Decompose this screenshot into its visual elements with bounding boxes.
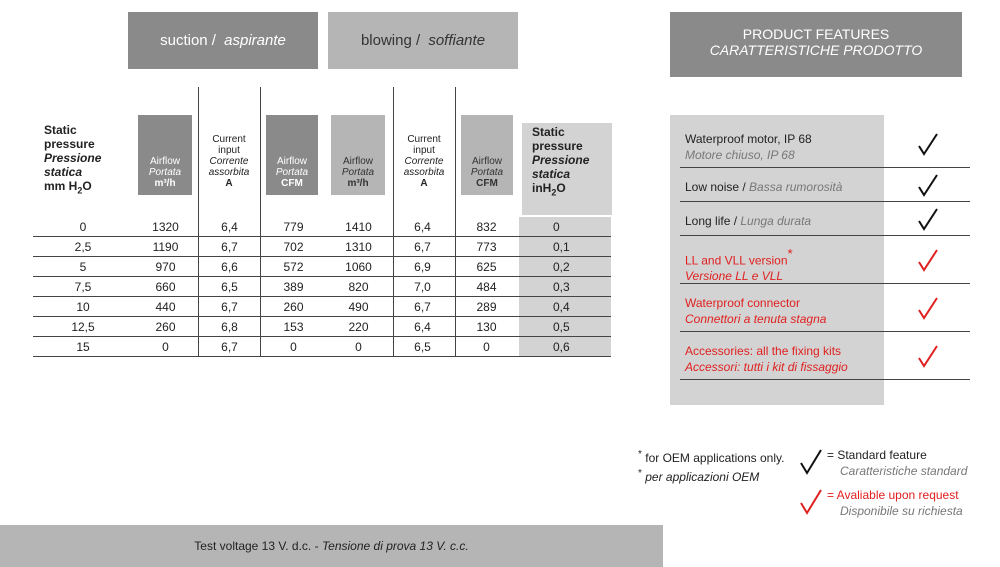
table-cell: 6,4 xyxy=(391,217,454,237)
table-cell: 1310 xyxy=(326,237,391,257)
check-icon xyxy=(916,248,940,272)
table-cell: 440 xyxy=(133,297,198,317)
check-icon xyxy=(916,344,940,368)
table-cell: 6,5 xyxy=(391,337,454,357)
feature-row xyxy=(680,202,970,236)
table-cell: 0,4 xyxy=(519,297,611,317)
table-cell: 572 xyxy=(261,257,326,277)
airflow-suction-header: Airflow Portata m³/h xyxy=(138,115,192,195)
table-cell: 779 xyxy=(261,217,326,237)
feature-label: LL and VLL version xyxy=(685,253,788,268)
table-cell: 0 xyxy=(519,217,611,237)
feature-row xyxy=(680,120,970,168)
table-cell: 1190 xyxy=(133,237,198,257)
cfm-blowing-header: Airflow Portata CFM xyxy=(461,115,513,195)
table-cell: 2,5 xyxy=(33,237,133,257)
feature-label-it: Lunga durata xyxy=(740,214,812,228)
table-cell: 6,7 xyxy=(391,237,454,257)
table-cell: 130 xyxy=(454,317,519,337)
blowing-header: blowing / soffiante xyxy=(328,12,518,69)
table-cell: 820 xyxy=(326,277,391,297)
table-cell: 6,4 xyxy=(198,217,261,237)
features-list xyxy=(680,120,970,380)
static-pressure-left: Static pressure Pressione statica mm $H_2O$ xyxy=(44,123,102,196)
features-header xyxy=(670,12,962,77)
table-cell: 0 xyxy=(326,337,391,357)
feature-label: Accessories: all the fixing kits xyxy=(685,344,842,358)
table-row xyxy=(33,317,611,337)
test-voltage-bar xyxy=(0,525,663,567)
table-cell: 625 xyxy=(454,257,519,277)
table-cell: 15 xyxy=(33,337,133,357)
table-cell: 0,5 xyxy=(519,317,611,337)
feature-row: LL and VLL version* Versione LL e VLL xyxy=(680,236,970,284)
table-row xyxy=(33,237,611,257)
feature-label: Waterproof connector xyxy=(685,296,800,310)
table-cell: 1410 xyxy=(326,217,391,237)
oem-note: * for OEM applications only. * per applicazioni OEM xyxy=(638,449,785,484)
suction-label: suction xyxy=(160,32,208,49)
table-cell: 6,6 xyxy=(198,257,261,277)
feature-row xyxy=(680,168,970,202)
table-cell: 7,5 xyxy=(33,277,133,297)
table-cell: 7,0 xyxy=(391,277,454,297)
table-cell: 6,7 xyxy=(198,337,261,357)
table-cell: 6,5 xyxy=(198,277,261,297)
test-voltage-it: Tensione di prova 13 V. c.c. xyxy=(321,539,469,553)
blowing-label-it: soffiante xyxy=(428,32,486,49)
table-cell: 260 xyxy=(261,297,326,317)
check-icon xyxy=(916,132,940,156)
table-cell: 490 xyxy=(326,297,391,317)
suction-label-it: aspirante xyxy=(224,32,286,49)
performance-table xyxy=(33,217,611,357)
table-cell: 0 xyxy=(261,337,326,357)
table-row xyxy=(33,297,611,317)
table-cell: 702 xyxy=(261,237,326,257)
airflow-blowing-header: Airflow Portata m³/h xyxy=(331,115,385,195)
current-blowing-header: Current input Corrente assorbita A xyxy=(403,134,445,189)
table-cell: 220 xyxy=(326,317,391,337)
feature-label: Low noise / xyxy=(685,180,750,194)
table-cell: 6,9 xyxy=(391,257,454,277)
request-check-icon xyxy=(798,488,824,516)
suction-header: suction / aspirante xyxy=(128,12,318,69)
features-title-it: CARATTERISTICHE PRODOTTO xyxy=(709,42,923,58)
table-cell: 6,7 xyxy=(391,297,454,317)
table-cell: 0,2 xyxy=(519,257,611,277)
table-cell: 484 xyxy=(454,277,519,297)
check-icon xyxy=(916,296,940,320)
table-cell: 0,6 xyxy=(519,337,611,357)
table-cell: 10 xyxy=(33,297,133,317)
table-cell: 6,8 xyxy=(198,317,261,337)
table-cell: 389 xyxy=(261,277,326,297)
table-cell: 6,7 xyxy=(198,237,261,257)
table-row xyxy=(33,217,611,237)
feature-label-it: Bassa rumorosità xyxy=(749,180,843,194)
table-cell: 12,5 xyxy=(33,317,133,337)
table-cell: 0,1 xyxy=(519,237,611,257)
table-cell: 6,7 xyxy=(198,297,261,317)
check-icon xyxy=(916,207,940,231)
feature-label-it: Versione LL e VLL xyxy=(685,269,784,284)
feature-label: Long life / xyxy=(685,214,741,228)
feature-label: Waterproof motor, IP 68 xyxy=(685,132,812,146)
table-cell: 773 xyxy=(454,237,519,257)
feature-label-it: Connettori a tenuta stagna xyxy=(685,312,827,326)
blowing-label: blowing xyxy=(360,32,412,49)
legend-standard: = Standard feature Caratteristiche standard xyxy=(827,448,968,478)
table-cell: 970 xyxy=(133,257,198,277)
table-cell: 5 xyxy=(33,257,133,277)
standard-check-icon xyxy=(798,448,824,476)
table-cell: 0 xyxy=(133,337,198,357)
table-cell: 153 xyxy=(261,317,326,337)
table-cell: 6,4 xyxy=(391,317,454,337)
table-cell: 0 xyxy=(454,337,519,357)
feature-label-it: Motore chiuso, IP 68 xyxy=(685,148,795,162)
current-suction-header: Current input Corrente assorbita A xyxy=(208,134,250,189)
legend-request: = Avaliable upon request Disponibile su richiesta xyxy=(827,488,963,518)
test-voltage-en: Test voltage 13 V. d.c. - xyxy=(194,539,319,553)
table-cell: 0,3 xyxy=(519,277,611,297)
table-cell: 1320 xyxy=(133,217,198,237)
feature-row xyxy=(680,332,970,380)
table-row xyxy=(33,257,611,277)
feature-row xyxy=(680,284,970,332)
table-row xyxy=(33,277,611,297)
table-cell: 1060 xyxy=(326,257,391,277)
table-cell: 832 xyxy=(454,217,519,237)
static-pressure-right: Static pressure Pressione statica inH$_2$O xyxy=(522,123,612,215)
table-row xyxy=(33,337,611,357)
table-cell: 660 xyxy=(133,277,198,297)
check-icon xyxy=(916,173,940,197)
cfm-suction-header: Airflow Portata CFM xyxy=(266,115,318,195)
table-cell: 289 xyxy=(454,297,519,317)
features-title: PRODUCT FEATURES xyxy=(742,26,890,42)
table-cell: 260 xyxy=(133,317,198,337)
feature-label-it: Accessori: tutti i kit di fissaggio xyxy=(685,360,848,374)
table-cell: 0 xyxy=(33,217,133,237)
